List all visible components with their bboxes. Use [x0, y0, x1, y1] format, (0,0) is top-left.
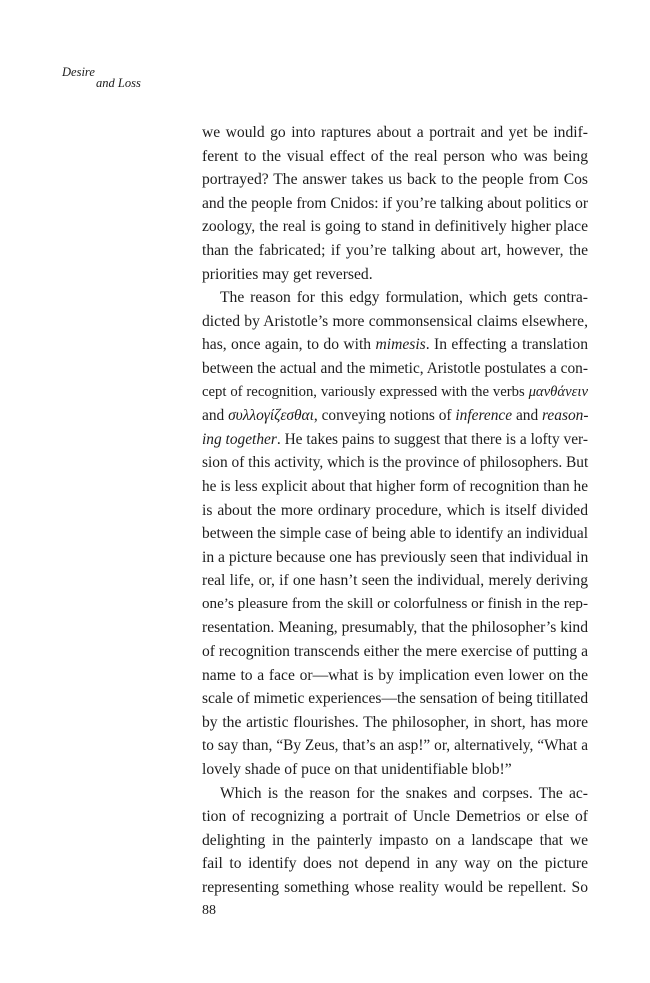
text-line	[202, 428, 588, 452]
text-segment: The reason for this edgy formulation, which gets contra-	[220, 289, 588, 307]
text-line	[202, 734, 588, 758]
text-segment: real life, or, if one hasn’t seen the individual, merely deriving	[202, 572, 588, 590]
body-text	[202, 121, 588, 900]
text-segment: delighting in the painterly impasto on a landscape that we	[202, 831, 588, 849]
text-segment: zoology, the real is going to stand in definitively higher place	[202, 218, 588, 236]
text-segment: and	[202, 407, 229, 425]
text-line	[202, 310, 588, 334]
text-line	[202, 758, 588, 782]
italic-text: reason-	[542, 407, 589, 425]
text-segment: he is less explicit about that higher form of recognition than he	[202, 477, 588, 495]
text-line	[202, 687, 588, 711]
text-segment: name to a face or—what is by implication even lower on the	[202, 666, 588, 684]
text-segment: of recognition transcends either the mere exercise of putting a	[202, 643, 588, 661]
running-head-line1: Desire	[62, 65, 95, 79]
italic-text: ing together	[202, 430, 277, 448]
text-line	[202, 805, 588, 829]
text-line	[202, 569, 588, 593]
text-segment: ferent to the visual effect of the real person who was being	[202, 147, 588, 165]
text-line	[202, 404, 588, 428]
text-segment: in a picture because one has previously seen that individual in	[202, 548, 589, 566]
text-line	[202, 499, 588, 523]
text-segment: scale of mimetic experiences—the sensation of being titillated	[202, 690, 589, 708]
text-segment: portrayed? The answer takes us back to the people from Cos	[202, 171, 588, 189]
text-line	[202, 381, 588, 405]
text-segment: has, once again, to do with	[202, 336, 376, 354]
text-segment: sion of this activity, which is the province of philosophers. But	[202, 454, 589, 472]
text-segment: Which is the reason for the snakes and corpses. The ac-	[220, 784, 588, 802]
text-segment: than the fabricated; if you’re talking about art, however, the	[202, 241, 588, 259]
text-line	[202, 852, 588, 876]
text-segment: fail to identify does not depend in any way on the picture	[202, 855, 588, 873]
text-segment: between the simple case of being able to identify an individual	[202, 525, 588, 543]
text-line	[202, 145, 588, 169]
text-line	[202, 640, 588, 664]
text-segment: resentation. Meaning, presumably, that the philosopher’s kind	[202, 619, 588, 637]
text-segment: tion of recognizing a portrait of Uncle Demetrios or else of	[202, 808, 588, 826]
italic-text: συλλογίζεσθαι	[228, 407, 314, 425]
text-line	[202, 263, 588, 287]
text-segment: between the actual and the mimetic, Aristotle postulates a con-	[202, 359, 588, 377]
text-line	[202, 286, 588, 310]
page-number: 88	[202, 903, 216, 918]
text-line	[202, 829, 588, 853]
text-segment: priorities may get reversed.	[202, 265, 373, 283]
text-segment: one’s pleasure from the skill or colorfulness or finish in the rep-	[202, 595, 588, 612]
text-line	[202, 168, 588, 192]
text-segment: cept of recognition, variously expressed with the verbs	[202, 383, 529, 400]
text-segment: and the people from Cnidos: if you’re talking about politics or	[202, 194, 588, 212]
text-line	[202, 333, 588, 357]
text-line	[202, 782, 588, 806]
text-line	[202, 616, 588, 640]
running-head-line2: and Loss	[96, 76, 141, 90]
italic-text: mimesis	[375, 336, 426, 354]
text-segment: dicted by Aristotle’s more commonsensical claims elsewhere,	[202, 312, 588, 330]
text-segment: is about the more ordinary procedure, which is itself divided	[202, 501, 588, 519]
text-line	[202, 876, 588, 900]
text-segment: . He takes pains to suggest that there is a lofty ver-	[276, 430, 588, 448]
text-line	[202, 593, 588, 617]
text-segment: lovely shade of puce on that unidentifiable blob!”	[202, 761, 512, 779]
text-line	[202, 192, 588, 216]
text-line	[202, 546, 588, 570]
text-segment: we would go into raptures about a portrait and yet be indif-	[202, 124, 588, 141]
text-segment: by the artistic flourishes. The philosopher, in short, has more	[202, 713, 588, 731]
italic-text: inference	[455, 407, 513, 425]
text-segment: representing something whose reality would be repellent. So	[202, 879, 588, 896]
text-line	[202, 711, 588, 735]
text-segment: . In effecting a translation	[425, 336, 588, 354]
italic-text: μανθάνειν	[528, 383, 588, 400]
text-line	[202, 664, 588, 688]
text-line	[202, 215, 588, 239]
text-line	[202, 451, 588, 475]
text-line	[202, 475, 588, 499]
text-segment: , conveying notions of	[313, 407, 456, 425]
text-line	[202, 239, 588, 263]
text-line	[202, 522, 588, 546]
text-segment: to say than, “By Zeus, that’s an asp!” or, alternatively, “What a	[202, 737, 588, 755]
text-line	[202, 357, 588, 381]
text-segment: and	[512, 407, 543, 425]
text-line	[202, 121, 588, 145]
